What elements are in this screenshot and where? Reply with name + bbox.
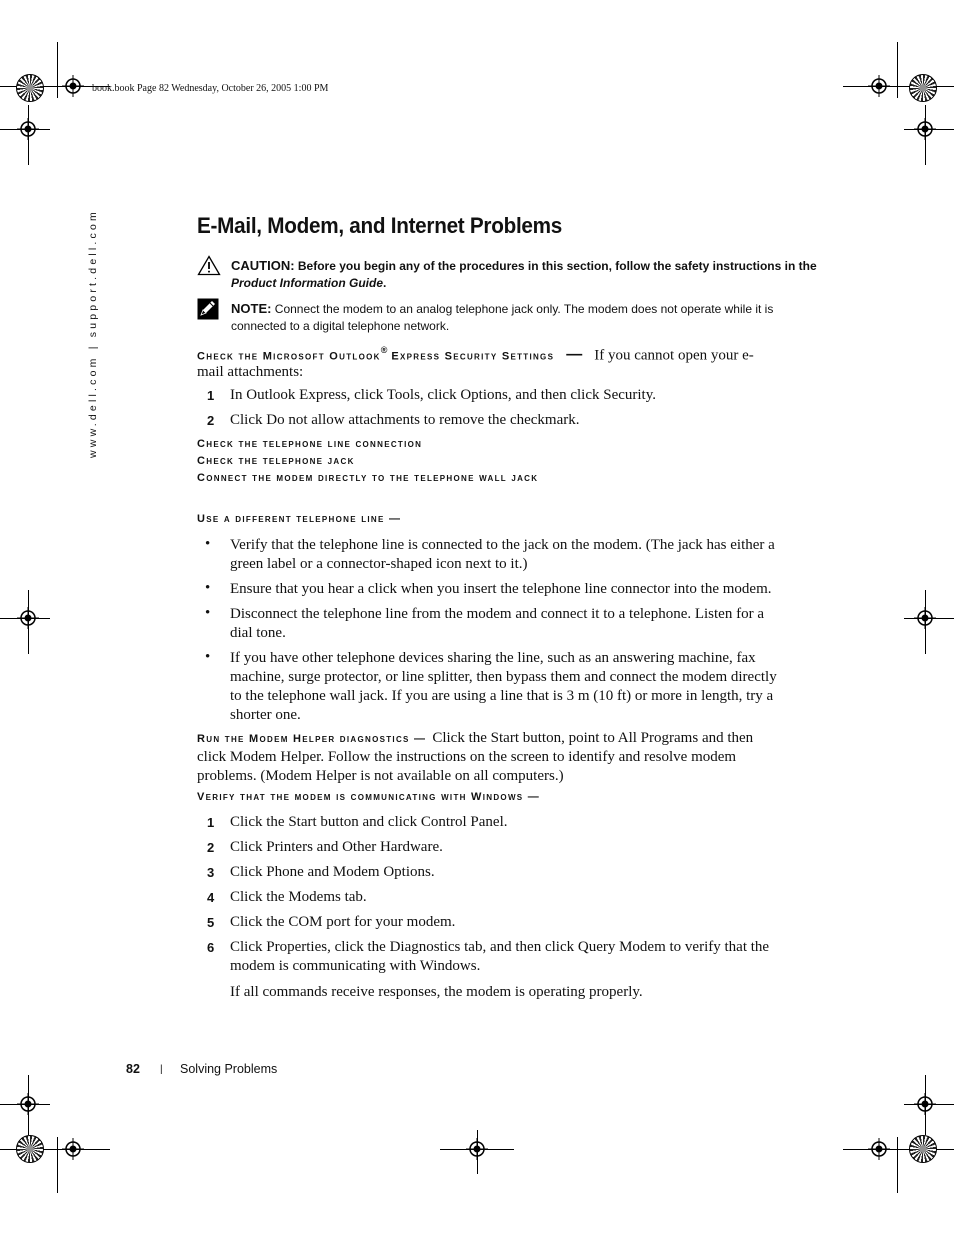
registration-mark-icon [868, 1138, 890, 1160]
step-text: . [652, 387, 656, 403]
registration-mark-icon [868, 75, 890, 97]
bullet-line: If you have other telephone devices sharing the line, such as an answering machine, fax [230, 650, 756, 666]
step-text: to verify that the [665, 939, 770, 955]
step-number: 3 [207, 865, 215, 880]
properties-label: Properties [266, 939, 328, 955]
step-text: Click [230, 864, 267, 880]
step-text: Click [230, 839, 267, 855]
bullet-line: dial tone. [230, 625, 286, 641]
bullet-line: machine, surge protector, or line splitter, then bypass them and connect the modem directly [230, 669, 777, 685]
sidebar-url [84, 209, 100, 465]
registration-mark-icon [17, 607, 39, 629]
para-text: button, point to [519, 730, 618, 746]
outlook-intro-line1: If you cannot open your e- [594, 347, 754, 364]
step-text: , click the [327, 939, 390, 955]
step-text: . [439, 839, 443, 855]
check-jack-heading: Check the telephone jack [197, 455, 355, 467]
step-number: 1 [207, 388, 215, 403]
step-text: button and click [316, 814, 421, 830]
modem-helper-heading: Run the Modem Helper diagnostics — [197, 733, 427, 745]
connect-wall-jack-heading: Connect the modem directly to the telephone wall jack [197, 472, 539, 484]
registration-mark-icon [17, 1093, 39, 1115]
step-text: modem is communicating with Windows. [230, 958, 481, 974]
bullet-line: Verify that the telephone line is connected to the jack on the modem. (The jack has either a [230, 537, 775, 553]
step-text: Click the [230, 889, 289, 905]
diagnostics-tab-label: Diagnostics [389, 939, 461, 955]
caution-guide: Product Information Guide [231, 276, 383, 290]
registration-mark-icon [914, 118, 936, 140]
bullet-line: Disconnect the telephone line from the modem and connect it to a telephone. Listen for a [230, 606, 764, 622]
verify-step-6 [207, 939, 770, 974]
caution-block [231, 257, 831, 292]
step-text: Click [230, 939, 267, 955]
running-header: book.book Page 82 Wednesday, October 26, 2005 1:00 PM [92, 83, 329, 94]
options-menu: Options [460, 387, 508, 403]
para-text: problems. (Modem Helper is not available on all computers.) [197, 768, 564, 784]
registration-mark-icon [62, 1138, 84, 1160]
registration-mark-icon [914, 607, 936, 629]
registration-mark-icon [17, 118, 39, 140]
step-text: to remove the checkmark. [419, 412, 580, 428]
verify-step-2 [207, 839, 443, 857]
verify-heading: Verify that the modem is communicating with Windows — [197, 791, 541, 803]
registration-mark-icon [62, 75, 84, 97]
start-button-label: Start [490, 730, 519, 746]
bullet-line: Ensure that you hear a click when you insert the telephone line connector into the modem. [230, 581, 772, 597]
modem-helper-label: Modem Helper [229, 749, 321, 765]
outlook-step-1 [207, 387, 656, 405]
printers-hardware-label: Printers and Other Hardware [266, 839, 440, 855]
caution-end: . [383, 276, 387, 290]
bullet-line: shorter one. [230, 707, 301, 723]
caution-triangle-icon [197, 255, 221, 276]
step-text: In Outlook Express, click [230, 387, 387, 403]
registered-mark: ® [380, 345, 388, 355]
note-block [231, 300, 831, 335]
security-tab: Security [603, 387, 653, 403]
all-programs-label: All Programs [617, 730, 699, 746]
query-modem-label: Query Modem [577, 939, 666, 955]
outlook-dash: — [566, 346, 583, 364]
step-number: 4 [207, 890, 215, 905]
check-line-heading: Check the telephone line connection [197, 438, 423, 450]
color-target-icon [16, 1135, 44, 1163]
step-number: 5 [207, 915, 215, 930]
step-text: Click the [230, 814, 289, 830]
modems-tab-label: Modems [288, 889, 341, 905]
note-text-line2: connected to a digital telephone network. [231, 319, 450, 333]
verify-step-4 [207, 889, 367, 907]
step-text: tab, and then click [460, 939, 578, 955]
step-number: 1 [207, 815, 215, 830]
note-text-line1: Connect the modem to an analog telephone jack only. The modem does not operate while it is [274, 302, 774, 316]
page-number: 82 [126, 1062, 140, 1076]
step-text: . [430, 864, 435, 880]
registration-mark-icon [914, 1093, 936, 1115]
page-title: E-Mail, Modem, and Internet Problems [197, 213, 563, 238]
para-text: click [197, 749, 230, 765]
step-number: 2 [207, 840, 215, 855]
color-target-icon [909, 1135, 937, 1163]
do-not-allow-attachments-option: Do not allow attachments [266, 412, 420, 428]
bullet-line: green label or a connector-shaped icon next to it.) [230, 556, 528, 572]
note-label: NOTE: [231, 301, 272, 316]
outlook-heading: Check the Microsoft Outlook [197, 350, 381, 363]
start-button-label: Start [288, 814, 317, 830]
color-target-icon [16, 74, 44, 102]
verify-step-1 [207, 814, 508, 832]
outlook-intro-line2: mail attachments: [197, 364, 304, 380]
footer-separator: | [160, 1064, 163, 1075]
step-text: Click the COM port for your modem. [230, 914, 456, 930]
bullet-line: to the telephone wall jack. If you are using a line that is 3 m (10 ft) or more in length, try a [230, 688, 774, 704]
step-text: . [503, 814, 508, 830]
step-text: , and then click [507, 387, 604, 403]
closing-text: If all commands receive responses, the modem is operating properly. [230, 984, 643, 1000]
para-text: . Follow the instructions on the screen to identify and resolve modem [320, 749, 737, 765]
step-text: tab. [340, 889, 367, 905]
different-line-heading: Use a different telephone line — [197, 513, 402, 525]
note-pencil-icon [197, 298, 219, 320]
step-number: 2 [207, 413, 215, 428]
outlook-heading-b: Express Security Settings [391, 350, 555, 363]
control-panel-label: Control Panel [420, 814, 504, 830]
step-number: 6 [207, 940, 215, 955]
sidebar-url-text: www.dell.com | support.dell.com [87, 209, 99, 458]
step-text: Click [230, 412, 267, 428]
registration-mark-icon [466, 1138, 488, 1160]
phone-modem-options-label: Phone and Modem Options [266, 864, 431, 880]
tools-menu: Tools [386, 387, 420, 403]
caution-label: CAUTION: [231, 258, 295, 273]
color-target-icon [909, 74, 937, 102]
verify-step-5 [207, 914, 456, 932]
outlook-step-2 [207, 412, 580, 430]
step-text: , click [419, 387, 461, 403]
modem-helper-paragraph [197, 729, 817, 786]
caution-text: Before you begin any of the procedures in this section, follow the safety instructions in the [297, 259, 817, 273]
footer-section: Solving Problems [180, 1062, 278, 1076]
verify-step-3 [207, 864, 435, 882]
para-text: and then [698, 730, 754, 746]
para-text: Click the [432, 730, 491, 746]
